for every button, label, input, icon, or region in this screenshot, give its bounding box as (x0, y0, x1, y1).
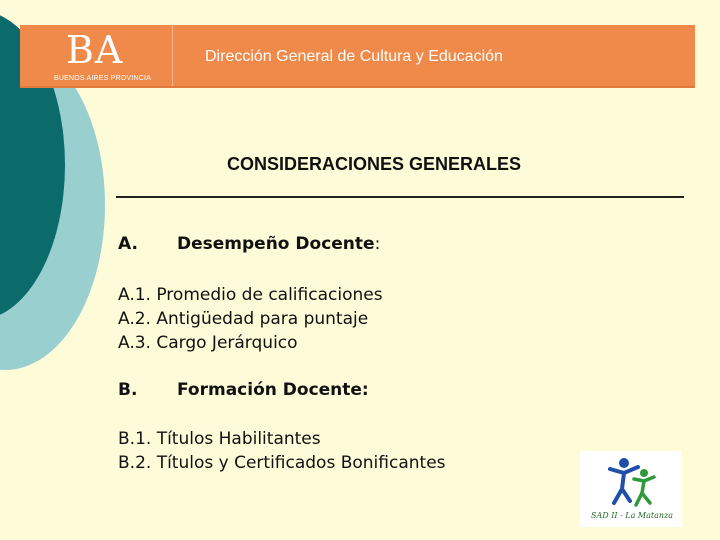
section-a-title (177, 232, 380, 256)
section-a-title-suffix: : (374, 234, 381, 254)
list-item: A.3. Cargo Jerárquico (118, 333, 298, 353)
heading-underline (116, 196, 684, 198)
section-a-title-text: Desempeño Docente (177, 234, 375, 254)
section-b-key: B. (118, 380, 138, 400)
section-b-header (0, 378, 600, 402)
banner-divider (172, 25, 173, 86)
ba-logo-subtext: BUENOS AIRES PROVINCIA (54, 75, 151, 82)
sad-logo-caption: SAD II - La Matanza (590, 511, 674, 520)
people-figures-icon (580, 451, 682, 513)
sad-logo (580, 451, 682, 527)
banner-title: Dirección General de Cultura y Educación (205, 48, 503, 65)
list-item: B.2. Títulos y Certificados Bonificantes (118, 453, 446, 473)
list-item: A.1. Promedio de calificaciones (118, 285, 383, 305)
ba-logo (20, 25, 172, 86)
ba-logo-text: BA (66, 28, 124, 72)
section-a-header (0, 232, 600, 256)
section-a-key: A. (118, 234, 138, 254)
header-banner (20, 25, 695, 88)
list-item: A.2. Antigüedad para puntaje (118, 309, 369, 329)
section-b-title: Formación Docente: (177, 380, 369, 400)
slide-heading: CONSIDERACIONES GENERALES (227, 154, 522, 174)
list-item: B.1. Títulos Habilitantes (118, 429, 321, 449)
